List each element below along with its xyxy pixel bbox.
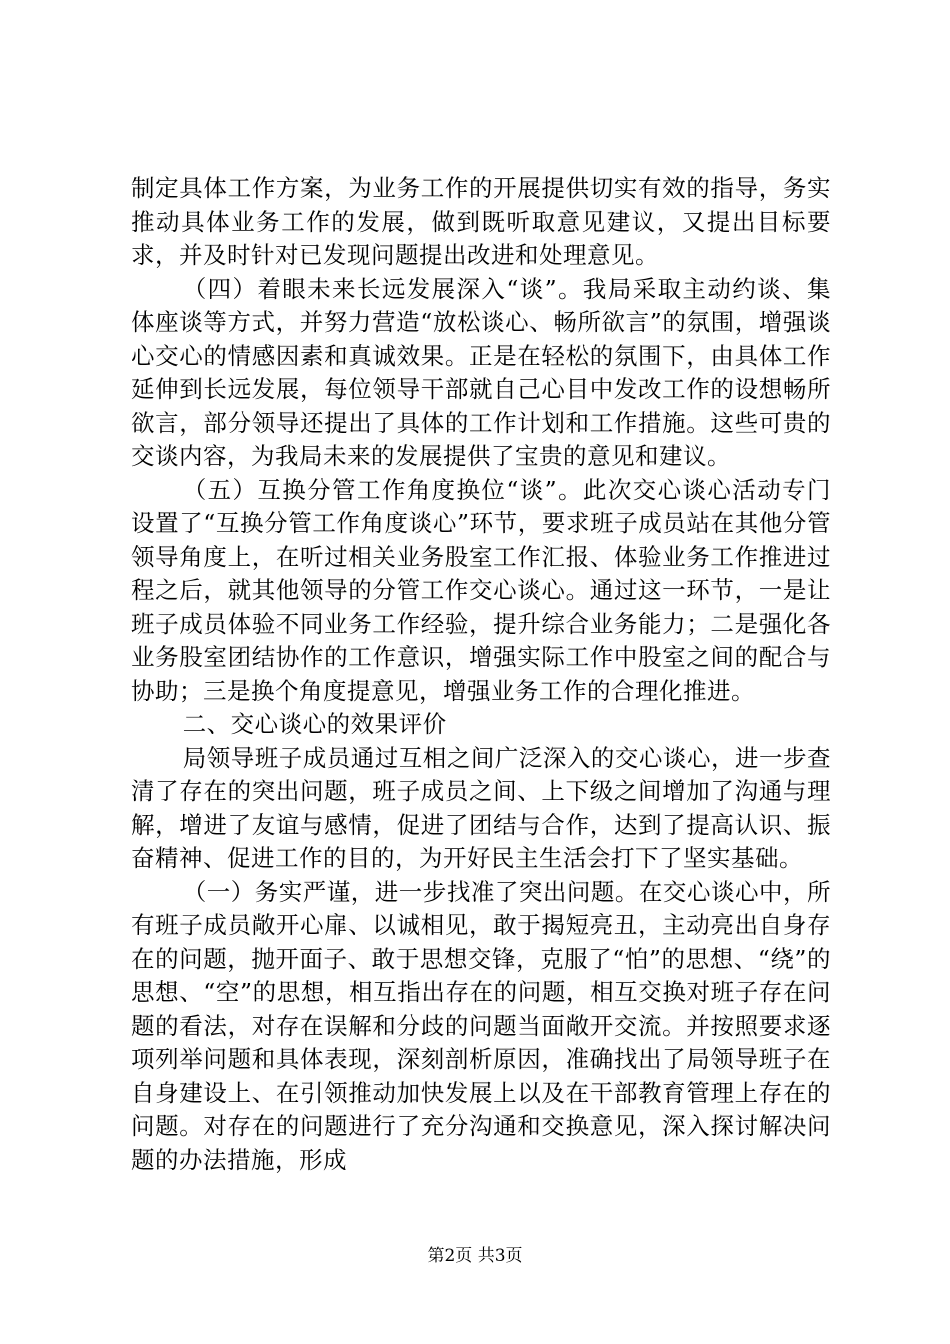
paragraph-continued: 制定具体工作方案，为业务工作的开展提供切实有效的指导，务实推动具体业务工作的发展，做到既听取意见建议，又提出目标要求，并及时针对已发现问题提出改进和处理意见。 — [131, 174, 831, 269]
paragraph-subsection-one: （一）务实严谨，进一步找准了突出问题。在交心谈心中，所有班子成员敞开心扉、以诚相见，敢于揭短亮丑，主动亮出自身存在的问题，抛开面子、敢于思想交锋，克服了“怕”的思想、“绕”的思想、“空”的思想，相互指出存在的问题，相互交换对班子存在问题的看法，对存在误解和分歧的问题当面敞开交流。并按照要求逐项列举问题和具体表现，深刻剖析原因，准确找出了局领导班子在自身建设上、在引领推动加快发展上以及在干部教育管理上存在的问题。对存在的问题进行了充分沟通和交换意见，深入探讨解决问题的办法措施，形成 — [131, 877, 831, 1174]
paragraph-section-four: （四）着眼未来长远发展深入“谈”。我局采取主动约谈、集体座谈等方式，并努力营造“放松谈心、畅所欲言”的氛围，增强谈心交心的情感因素和真诚效果。正是在轻松的氛围下，由具体工作延伸到长远发展，每位领导干部就自己心目中发改工作的设想畅所欲言，部分领导还提出了具体的工作计划和工作措施。这些可贵的交谈内容，为我局未来的发展提供了宝贵的意见和建议。 — [131, 274, 831, 470]
page-footer: 第2页 共3页 — [427, 1246, 523, 1266]
paragraph-section-five: （五）互换分管工作角度换位“谈”。此次交心谈心活动专门设置了“互换分管工作角度谈心”环节，要求班子成员站在其他分管领导角度上，在听过相关业务股室工作汇报、体验业务工作推进过程之后，就其他领导的分管工作交心谈心。通过这一环节，一是让班子成员体验不同业务工作经验，提升综合业务能力；二是强化各业务股室团结协作的工作意识，增强实际工作中股室之间的配合与协助；三是换个角度提意见，增强业务工作的合理化推进。 — [131, 475, 831, 705]
section-heading-effect-evaluation: 二、交心谈心的效果评价 — [182, 710, 447, 738]
paragraph-evaluation-summary: 局领导班子成员通过互相之间广泛深入的交心谈心，进一步查清了存在的突出问题，班子成员之间、上下级之间增加了沟通与理解，增进了友谊与感情，促进了团结与合作，达到了提高认识、振奋精神、促进工作的目的，为开好民主生活会打下了坚实基础。 — [131, 743, 831, 872]
document-body — [131, 172, 831, 1177]
